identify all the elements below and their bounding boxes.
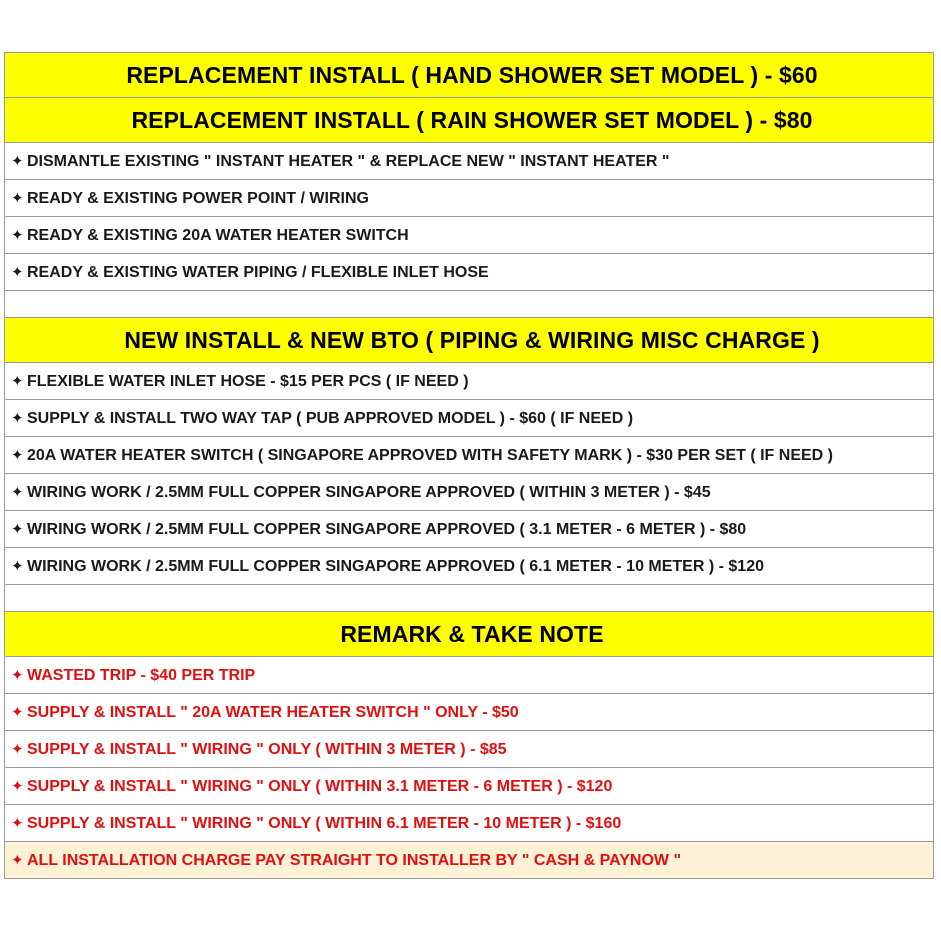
spacer-row — [5, 291, 934, 318]
new-install-item-text: 20A WATER HEATER SWITCH ( SINGAPORE APPROVED WITH SAFETY MARK ) - $30 PER SET ( IF NEED ) — [27, 446, 833, 464]
list-item — [5, 548, 934, 585]
list-item — [5, 842, 934, 879]
list-item — [5, 731, 934, 768]
replacement-item-text: READY & EXISTING POWER POINT / WIRING — [27, 189, 369, 207]
spacer-row — [5, 585, 934, 612]
replacement-item-text: DISMANTLE EXISTING " INSTANT HEATER " & REPLACE NEW " INSTANT HEATER " — [27, 152, 670, 170]
list-item — [5, 474, 934, 511]
replacement-item-text: READY & EXISTING WATER PIPING / FLEXIBLE INLET HOSE — [27, 263, 489, 281]
star-bullet-icon: ✦ — [11, 263, 24, 281]
new-install-item-text: WIRING WORK / 2.5MM FULL COPPER SINGAPORE APPROVED ( 3.1 METER - 6 METER ) - $80 — [27, 520, 747, 538]
star-bullet-icon: ✦ — [11, 446, 24, 464]
remark-header: REMARK & TAKE NOTE — [5, 612, 934, 657]
empty-cell — [5, 585, 934, 612]
list-item — [5, 363, 934, 400]
list-item — [5, 511, 934, 548]
remark-item-text: SUPPLY & INSTALL " WIRING " ONLY ( WITHIN 3.1 METER - 6 METER ) - $120 — [27, 777, 613, 795]
list-item — [5, 180, 934, 217]
rain-shower-price-header: REPLACEMENT INSTALL ( RAIN SHOWER SET MODEL ) - $80 — [5, 98, 934, 143]
header-row — [5, 318, 934, 363]
new-install-item-text: WIRING WORK / 2.5MM FULL COPPER SINGAPORE APPROVED ( WITHIN 3 METER ) - $45 — [27, 483, 711, 501]
list-item — [5, 657, 934, 694]
list-item — [5, 437, 934, 474]
new-install-item-text: WIRING WORK / 2.5MM FULL COPPER SINGAPORE APPROVED ( 6.1 METER - 10 METER ) - $120 — [27, 557, 764, 575]
list-item — [5, 400, 934, 437]
star-bullet-icon: ✦ — [11, 666, 24, 684]
remark-item-text: WASTED TRIP - $40 PER TRIP — [27, 666, 256, 684]
header-row — [5, 53, 934, 98]
replacement-item-text: READY & EXISTING 20A WATER HEATER SWITCH — [27, 226, 409, 244]
star-bullet-icon: ✦ — [11, 814, 24, 832]
new-install-header: NEW INSTALL & NEW BTO ( PIPING & WIRING MISC CHARGE ) — [5, 318, 934, 363]
list-item — [5, 694, 934, 731]
header-row — [5, 612, 934, 657]
payment-note-text: ALL INSTALLATION CHARGE PAY STRAIGHT TO INSTALLER BY " CASH & PAYNOW " — [27, 851, 682, 869]
star-bullet-icon: ✦ — [11, 777, 24, 795]
star-bullet-icon: ✦ — [11, 372, 24, 390]
list-item — [5, 217, 934, 254]
star-bullet-icon: ✦ — [11, 520, 24, 538]
star-bullet-icon: ✦ — [11, 409, 24, 427]
star-bullet-icon: ✦ — [11, 152, 24, 170]
list-item — [5, 254, 934, 291]
star-bullet-icon: ✦ — [11, 703, 24, 721]
star-bullet-icon: ✦ — [11, 483, 24, 501]
star-bullet-icon: ✦ — [11, 226, 24, 244]
new-install-item-text: FLEXIBLE WATER INLET HOSE - $15 PER PCS ( IF NEED ) — [27, 372, 469, 390]
star-bullet-icon: ✦ — [11, 851, 24, 869]
empty-cell — [5, 291, 934, 318]
list-item — [5, 805, 934, 842]
star-bullet-icon: ✦ — [11, 557, 24, 575]
remark-item-text: SUPPLY & INSTALL " 20A WATER HEATER SWITCH " ONLY - $50 — [27, 703, 519, 721]
header-row — [5, 98, 934, 143]
remark-item-text: SUPPLY & INSTALL " WIRING " ONLY ( WITHIN 3 METER ) - $85 — [27, 740, 507, 758]
star-bullet-icon: ✦ — [11, 740, 24, 758]
remark-item-text: SUPPLY & INSTALL " WIRING " ONLY ( WITHIN 6.1 METER - 10 METER ) - $160 — [27, 814, 622, 832]
list-item — [5, 768, 934, 805]
list-item — [5, 143, 934, 180]
new-install-item-text: SUPPLY & INSTALL TWO WAY TAP ( PUB APPROVED MODEL ) - $60 ( IF NEED ) — [27, 409, 634, 427]
hand-shower-price-header: REPLACEMENT INSTALL ( HAND SHOWER SET MODEL ) - $60 — [5, 53, 934, 98]
star-bullet-icon: ✦ — [11, 189, 24, 207]
price-table — [4, 52, 934, 879]
